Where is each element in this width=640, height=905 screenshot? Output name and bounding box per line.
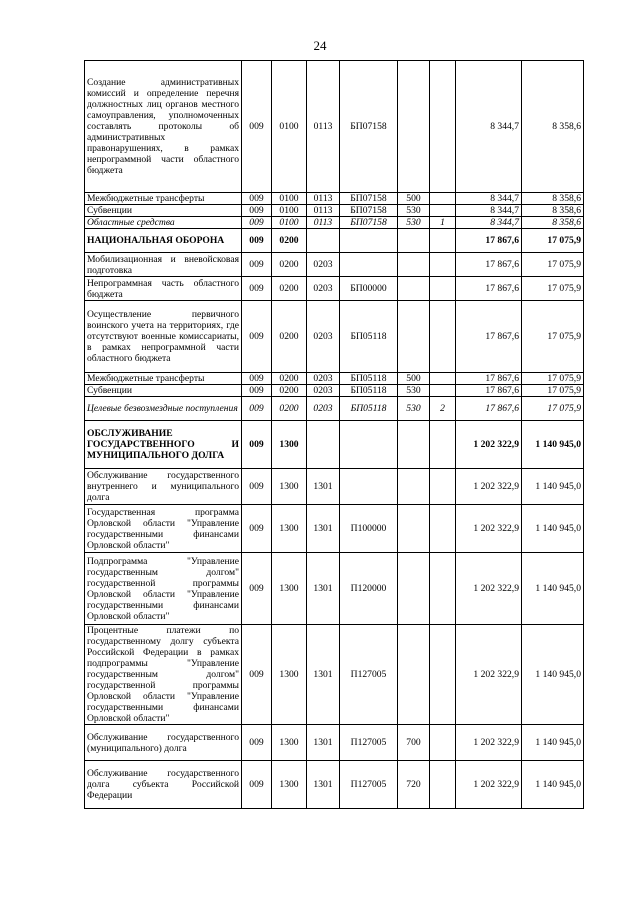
subsection-code: 0113 [307, 193, 340, 205]
table-row [85, 229, 584, 253]
section-code: 0200 [272, 385, 307, 397]
subsection-code [307, 421, 340, 469]
target-article-code: БП00000 [340, 277, 398, 301]
grbs-code: 009 [242, 421, 272, 469]
amount-2: 1 140 945,0 [522, 625, 584, 725]
expense-type-code [398, 469, 430, 505]
subsection-code: 1301 [307, 469, 340, 505]
section-code: 0100 [272, 205, 307, 217]
section-code: 0200 [272, 373, 307, 385]
row-name: Межбюджетные трансферты [85, 373, 242, 385]
section-code: 1300 [272, 625, 307, 725]
subsection-code: 1301 [307, 761, 340, 809]
table-row [85, 301, 584, 373]
table-row [85, 625, 584, 725]
section-code: 0200 [272, 397, 307, 421]
amount-1: 17 867,6 [456, 397, 522, 421]
target-article-code: БП05118 [340, 397, 398, 421]
expense-type-code [398, 253, 430, 277]
source-code [430, 193, 456, 205]
source-code [430, 505, 456, 553]
amount-1: 1 202 322,9 [456, 553, 522, 625]
grbs-code: 009 [242, 385, 272, 397]
source-code [430, 277, 456, 301]
section-code: 0100 [272, 193, 307, 205]
expense-type-code: 530 [398, 385, 430, 397]
target-article-code [340, 253, 398, 277]
amount-2: 17 075,9 [522, 373, 584, 385]
source-code [430, 61, 456, 193]
row-name: Областные средства [85, 217, 242, 229]
grbs-code: 009 [242, 205, 272, 217]
amount-2: 17 075,9 [522, 397, 584, 421]
row-name: Межбюджетные трансферты [85, 193, 242, 205]
amount-1: 8 344,7 [456, 61, 522, 193]
target-article-code: П127005 [340, 725, 398, 761]
target-article-code: БП05118 [340, 301, 398, 373]
amount-1: 1 202 322,9 [456, 761, 522, 809]
amount-1: 1 202 322,9 [456, 505, 522, 553]
expense-type-code [398, 553, 430, 625]
grbs-code: 009 [242, 373, 272, 385]
expense-type-code: 500 [398, 373, 430, 385]
grbs-code: 009 [242, 301, 272, 373]
target-article-code: П120000 [340, 553, 398, 625]
amount-1: 17 867,6 [456, 301, 522, 373]
amount-2: 1 140 945,0 [522, 725, 584, 761]
subsection-code: 0113 [307, 205, 340, 217]
amount-1: 8 344,7 [456, 205, 522, 217]
section-code: 1300 [272, 421, 307, 469]
source-code [430, 301, 456, 373]
table-row [85, 61, 584, 193]
row-name: Обслуживание государственного долга субъекта Российской Федерации [85, 761, 242, 809]
amount-1: 17 867,6 [456, 385, 522, 397]
source-code [430, 373, 456, 385]
table-row [85, 421, 584, 469]
amount-2: 1 140 945,0 [522, 505, 584, 553]
source-code [430, 725, 456, 761]
grbs-code: 009 [242, 277, 272, 301]
row-name: Процентные платежи по государственному долгу субъекта Российской Федерации в рамках подпрограммы "Управление государственным долгом" государственной программы Орловской области "Управление государственными финансами Орловской области" [85, 625, 242, 725]
expense-type-code [398, 229, 430, 253]
amount-2: 17 075,9 [522, 229, 584, 253]
subsection-code: 1301 [307, 625, 340, 725]
page-number: 24 [313, 38, 327, 53]
section-code: 0100 [272, 217, 307, 229]
expense-type-code: 530 [398, 205, 430, 217]
target-article-code: П127005 [340, 761, 398, 809]
table-row [85, 253, 584, 277]
row-name: Создание административных комиссий и определение перечня должностных лиц органов местного самоуправления, уполномоченных составлять протоколы об административных правонарушениях, в рамках непрограммной части областного бюджета [85, 61, 242, 193]
source-code: 1 [430, 217, 456, 229]
table-row [85, 469, 584, 505]
grbs-code: 009 [242, 229, 272, 253]
table-row [85, 217, 584, 229]
expense-type-code: 500 [398, 193, 430, 205]
amount-2: 17 075,9 [522, 253, 584, 277]
target-article-code: П127005 [340, 625, 398, 725]
source-code [430, 385, 456, 397]
amount-2: 17 075,9 [522, 301, 584, 373]
expense-type-code [398, 505, 430, 553]
table-row [85, 761, 584, 809]
source-code [430, 253, 456, 277]
row-name: Мобилизационная и вневойсковая подготовка [85, 253, 242, 277]
subsection-code: 1301 [307, 505, 340, 553]
target-article-code: БП07158 [340, 61, 398, 193]
budget-table [84, 60, 584, 809]
grbs-code: 009 [242, 505, 272, 553]
amount-1: 17 867,6 [456, 373, 522, 385]
subsection-code: 0113 [307, 61, 340, 193]
subsection-code [307, 229, 340, 253]
table-row [85, 373, 584, 385]
amount-2: 8 358,6 [522, 217, 584, 229]
target-article-code [340, 469, 398, 505]
section-code: 1300 [272, 505, 307, 553]
grbs-code: 009 [242, 625, 272, 725]
grbs-code: 009 [242, 253, 272, 277]
section-code: 1300 [272, 725, 307, 761]
section-code: 0200 [272, 253, 307, 277]
target-article-code: БП07158 [340, 193, 398, 205]
grbs-code: 009 [242, 217, 272, 229]
amount-2: 8 358,6 [522, 205, 584, 217]
source-code: 2 [430, 397, 456, 421]
section-code: 0200 [272, 229, 307, 253]
amount-1: 1 202 322,9 [456, 625, 522, 725]
table-row [85, 553, 584, 625]
source-code [430, 761, 456, 809]
table-row [85, 725, 584, 761]
row-name: Целевые безвозмездные поступления [85, 397, 242, 421]
amount-2: 1 140 945,0 [522, 421, 584, 469]
target-article-code [340, 421, 398, 469]
target-article-code: П100000 [340, 505, 398, 553]
expense-type-code: 530 [398, 217, 430, 229]
target-article-code [340, 229, 398, 253]
amount-1: 1 202 322,9 [456, 725, 522, 761]
expense-type-code [398, 301, 430, 373]
expense-type-code [398, 277, 430, 301]
expense-type-code: 530 [398, 397, 430, 421]
row-name: Осуществление первичного воинского учета на территориях, где отсутствуют военные комиссариаты, в рамках непрограммной части областного бюджета [85, 301, 242, 373]
grbs-code: 009 [242, 61, 272, 193]
grbs-code: 009 [242, 761, 272, 809]
table-row [85, 193, 584, 205]
amount-1: 1 202 322,9 [456, 469, 522, 505]
grbs-code: 009 [242, 193, 272, 205]
table-row [85, 205, 584, 217]
expense-type-code [398, 421, 430, 469]
subsection-code: 0203 [307, 301, 340, 373]
row-name: Подпрограмма "Управление государственным долгом" государственной программы Орловской области "Управление государственными финансами Орловской области" [85, 553, 242, 625]
section-code: 1300 [272, 469, 307, 505]
source-code [430, 205, 456, 217]
table-row [85, 505, 584, 553]
amount-2: 1 140 945,0 [522, 761, 584, 809]
subsection-code: 0203 [307, 253, 340, 277]
grbs-code: 009 [242, 469, 272, 505]
row-name: Обслуживание государственного внутреннего и муниципального долга [85, 469, 242, 505]
row-name: Непрограммная часть областного бюджета [85, 277, 242, 301]
amount-2: 17 075,9 [522, 277, 584, 301]
section-code: 0200 [272, 301, 307, 373]
amount-2: 1 140 945,0 [522, 469, 584, 505]
amount-1: 17 867,6 [456, 229, 522, 253]
target-article-code: БП07158 [340, 205, 398, 217]
expense-type-code: 700 [398, 725, 430, 761]
amount-1: 17 867,6 [456, 277, 522, 301]
row-name: Государственная программа Орловской области "Управление государственными финансами Орловской области" [85, 505, 242, 553]
target-article-code: БП05118 [340, 385, 398, 397]
subsection-code: 1301 [307, 725, 340, 761]
expense-type-code: 720 [398, 761, 430, 809]
grbs-code: 009 [242, 397, 272, 421]
source-code [430, 421, 456, 469]
section-code: 0200 [272, 277, 307, 301]
grbs-code: 009 [242, 725, 272, 761]
amount-1: 1 202 322,9 [456, 421, 522, 469]
subsection-code: 0203 [307, 385, 340, 397]
target-article-code: БП07158 [340, 217, 398, 229]
amount-2: 17 075,9 [522, 385, 584, 397]
amount-1: 8 344,7 [456, 193, 522, 205]
table-row [85, 277, 584, 301]
amount-2: 8 358,6 [522, 61, 584, 193]
amount-1: 8 344,7 [456, 217, 522, 229]
table-row [85, 397, 584, 421]
subsection-code: 0203 [307, 373, 340, 385]
section-code: 1300 [272, 761, 307, 809]
row-name: НАЦИОНАЛЬНАЯ ОБОРОНА [85, 229, 242, 253]
target-article-code: БП05118 [340, 373, 398, 385]
row-name: Субвенции [85, 385, 242, 397]
expense-type-code [398, 61, 430, 193]
row-name: ОБСЛУЖИВАНИЕ ГОСУДАРСТВЕННОГО И МУНИЦИПАЛЬНОГО ДОЛГА [85, 421, 242, 469]
amount-2: 1 140 945,0 [522, 553, 584, 625]
section-code: 1300 [272, 553, 307, 625]
amount-2: 8 358,6 [522, 193, 584, 205]
row-name: Обслуживание государственного (муниципального) долга [85, 725, 242, 761]
subsection-code: 0203 [307, 397, 340, 421]
subsection-code: 0203 [307, 277, 340, 301]
expense-type-code [398, 625, 430, 725]
source-code [430, 229, 456, 253]
row-name: Субвенции [85, 205, 242, 217]
subsection-code: 0113 [307, 217, 340, 229]
source-code [430, 553, 456, 625]
section-code: 0100 [272, 61, 307, 193]
source-code [430, 625, 456, 725]
grbs-code: 009 [242, 553, 272, 625]
subsection-code: 1301 [307, 553, 340, 625]
table-row [85, 385, 584, 397]
amount-1: 17 867,6 [456, 253, 522, 277]
source-code [430, 469, 456, 505]
